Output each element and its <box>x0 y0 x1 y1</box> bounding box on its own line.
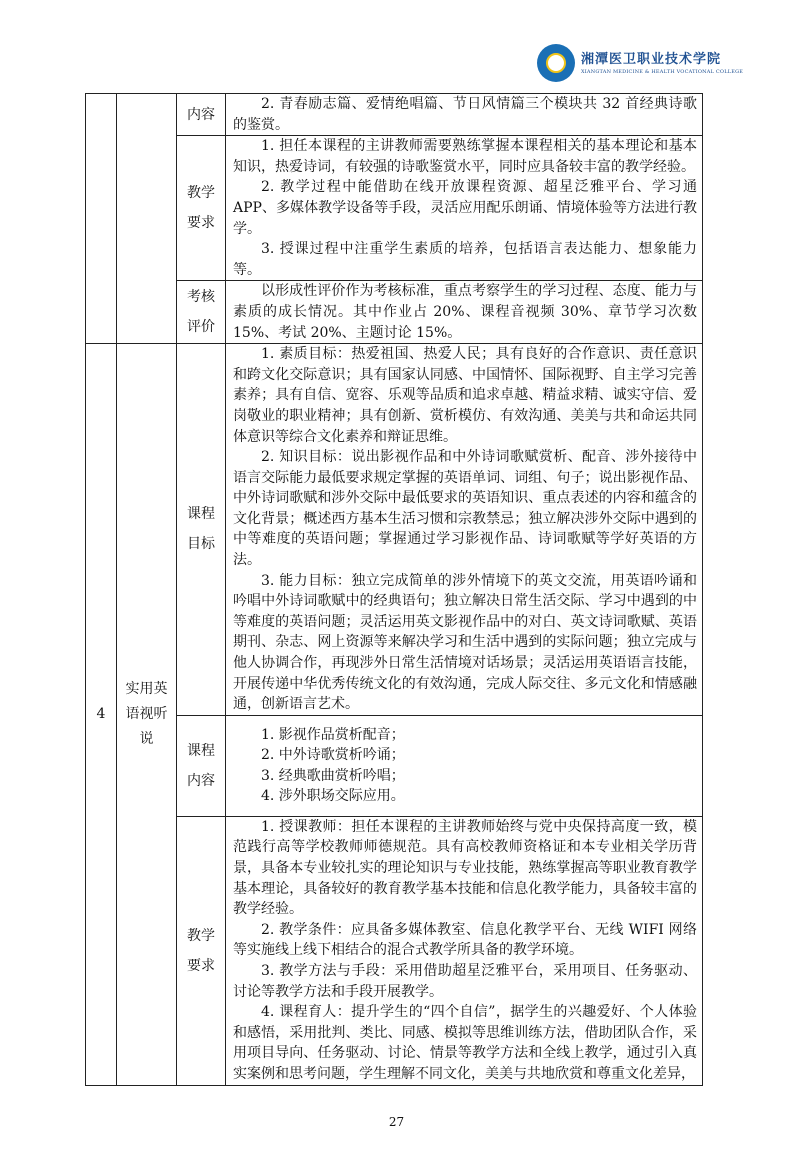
content-paragraph: 3. 教学方法与手段：采用借助超星泛雅平台，采用项目、任务驱动、讨论等教学方法和手段开展教学。 <box>233 962 697 1000</box>
row-label <box>177 94 226 136</box>
row-content <box>226 816 703 1085</box>
row-content <box>226 94 703 136</box>
row-label-text: 内容 <box>187 106 215 123</box>
row-label <box>177 816 226 1085</box>
table-row <box>86 816 703 1085</box>
logo-english-name: XIANGTAN MEDICINE & HEALTH VOCATIONAL COLLEGE <box>581 68 744 75</box>
table-row <box>86 281 703 344</box>
content-paragraph: 4. 涉外职场交际应用。 <box>261 788 405 805</box>
logo-chinese-name: 湘潭医卫职业技术学院 <box>581 51 722 67</box>
course-table <box>85 93 703 1086</box>
content-paragraph: 2. 教学条件：应具备多媒体教室、信息化教学平台、无线 WIFI 网络等实施线上线下相结合的混合式教学所具备的教学环境。 <box>233 921 697 959</box>
row-content <box>226 136 703 281</box>
content-paragraph: 3. 能力目标：独立完成简单的涉外情境下的英文交流，用英语吟诵和吟唱中外诗词歌赋中的经典语句；独立解决日常生活交际、学习中遇到的中等难度的英语问题；灵活运用英文影视作品中的对白、英文诗词歌赋、英语期刊、杂志、网上资源等来解决学习和生活中遇到的实际问题；独立完成与他人协调合作，再现涉外日常生活情境对话场景；灵活运用英语语言技能，开展传递中华优秀传统文化的有效沟通，完成人际交往、多元文化和情感融通，创新语言艺术。 <box>233 572 697 713</box>
content-paragraph: 1. 影视作品赏析配音； <box>261 726 405 743</box>
row-label-text: 考核评价 <box>187 289 215 336</box>
logo-text <box>581 51 743 76</box>
row-label-text: 课程目标 <box>187 506 215 553</box>
content-paragraph: 3. 经典歌曲赏析吟唱； <box>261 767 405 784</box>
row-label <box>177 281 226 344</box>
college-logo <box>537 44 743 82</box>
table-row <box>86 715 703 816</box>
table-row <box>86 344 703 716</box>
row-label-text: 教学要求 <box>187 185 215 232</box>
college-emblem-icon <box>537 44 575 82</box>
content-paragraph: 2. 知识目标：说出影视作品和中外诗词歌赋赏析、配音、涉外接待中语言交际能力最低要求规定掌握的英语单词、词组、句子；说出影视作品、中外诗词歌赋和涉外交际中最低要求的英语知识、重点表述的内容和蕴含的文化背景；概述西方基本生活习惯和宗教禁忌；独立解决涉外交际中遇到的中等难度的英语问题；掌握通过学习影视作品、诗词歌赋等学好英语的方法。 <box>233 449 697 569</box>
course-name <box>117 94 177 344</box>
content-paragraph: 1. 授课教师：担任本课程的主讲教师始终与党中央保持高度一致，模范践行高等学校教师师德规范。具有高校教师资格证和本专业相关学历背景，具备本专业较扎实的理论知识与专业技能，熟练掌握高等职业教育教学基本理论，具备较好的教育教学基本技能和信息化教学能力，具备较丰富的教学经验。 <box>233 818 697 918</box>
content-paragraph: 2. 教学过程中能借助在线开放课程资源、超星泛雅平台、学习通 APP、多媒体教学设备等手段，灵活应用配乐朗诵、情境体验等方法进行教学。 <box>233 179 697 237</box>
content-paragraph: 1. 担任本课程的主讲教师需要熟练掌握本课程相关的基本理论和基本知识，热爱诗词，有较强的诗歌鉴赏水平，同时应具备较丰富的教学经验。 <box>233 138 697 175</box>
course-number: 4 <box>86 344 117 1085</box>
row-content <box>226 344 703 716</box>
table-row <box>86 136 703 281</box>
content-paragraph: 4. 课程育人：提升学生的“四个自信”，据学生的兴趣爱好、个人体验和感悟，采用批判、类比、同感、模拟等思维训练方法，借助团队合作，采用项目导向、任务驱动、讨论、情景等教学方法和全线上教学，通过引入真实案例和思考问题，学生理解不同文化，美美与共地欣赏和尊重文化差异， <box>233 1004 697 1082</box>
row-label <box>177 136 226 281</box>
content-paragraph: 3. 授课过程中注重学生素质的培养，包括语言表达能力、想象能力等。 <box>233 241 697 278</box>
page-number: 27 <box>388 1114 405 1129</box>
row-label <box>177 344 226 716</box>
content-paragraph: 2. 青春励志篇、爱情绝唱篇、节日风情篇三个模块共 32 首经典诗歌的鉴赏。 <box>233 96 697 133</box>
row-label-text: 教学要求 <box>187 927 215 974</box>
row-label <box>177 715 226 816</box>
course-number <box>86 94 117 344</box>
table-row <box>86 94 703 136</box>
course-name: 实用英语视听说 <box>117 344 177 1085</box>
content-paragraph: 以形成性评价作为考核标准，重点考察学生的学习过程、态度、能力与素质的成长情况。其中作业占 20%、课程音视频 30%、章节学习次数 15%、考试 20%、主题讨论 15%。 <box>233 283 697 341</box>
row-content <box>226 281 703 344</box>
row-label-text: 课程内容 <box>187 742 215 789</box>
row-content <box>226 715 703 816</box>
content-paragraph: 1. 素质目标：热爱祖国、热爱人民；具有良好的合作意识、责任意识和跨文化交际意识；具有国家认同感、中国情怀、国际视野、自主学习完善素养；具有自信、宽容、乐观等品质和追求卓越、精益求精、诚实守信、爱岗敬业的职业精神；具有创新、赏析模仿、有效沟通、美美与共和命运共同体意识等综合文化素养和辩证思维。 <box>233 346 697 445</box>
content-paragraph: 2. 中外诗歌赏析吟诵； <box>261 747 405 764</box>
